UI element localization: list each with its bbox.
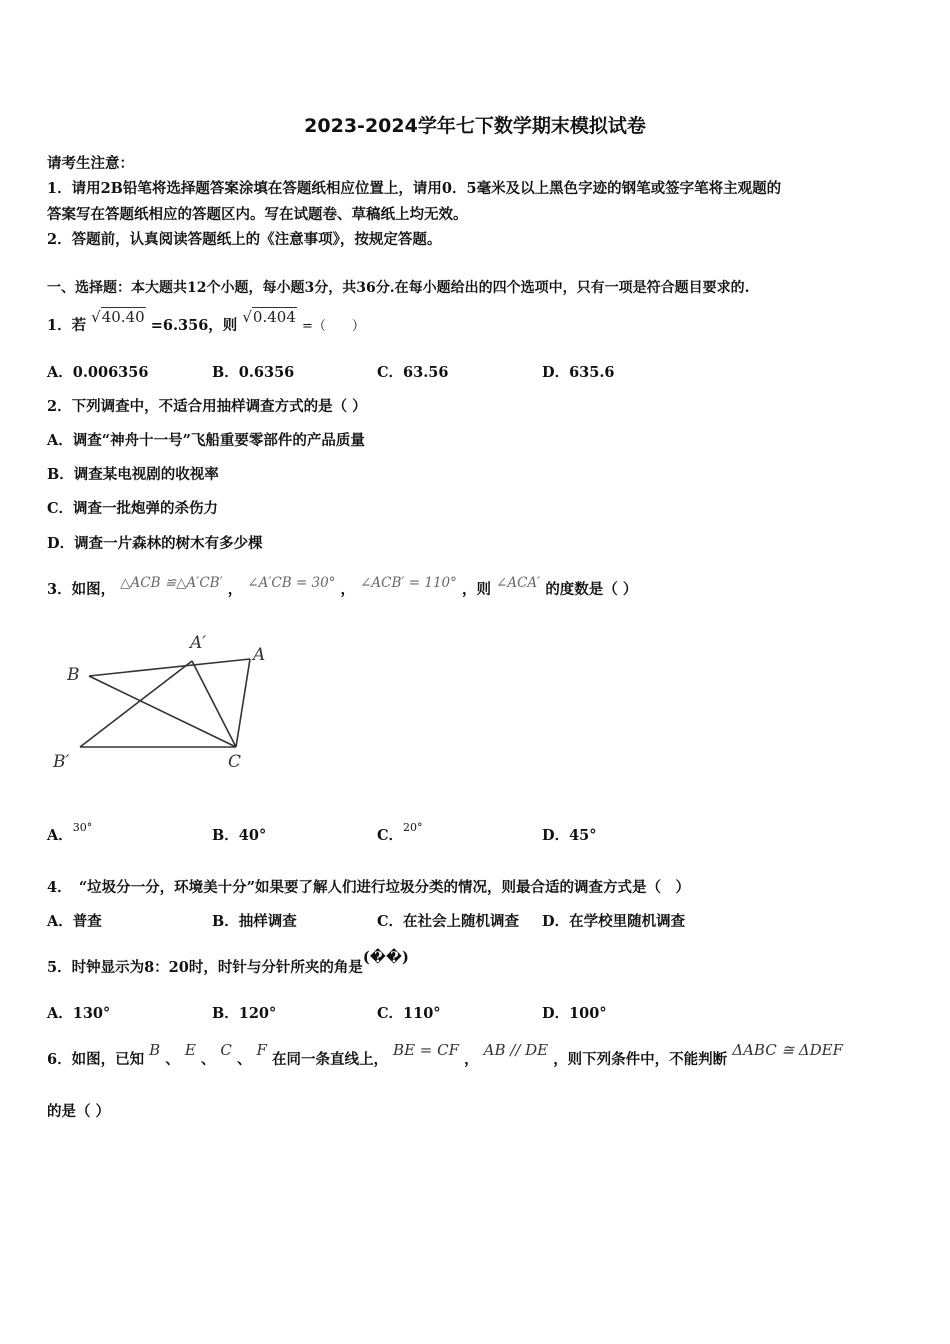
q3-sep-2: ， [340,581,356,598]
q5-paren: (��) [362,949,409,966]
q1-sqrt-2: √0.404 [242,308,296,326]
q6-prefix: 6．如图，已知 [47,1051,145,1068]
q1-mid: =6.356，则 [150,317,238,334]
q1-radicand-2: 0.404 [252,308,296,326]
q5-stem: 5．时钟显示为8：20时，时针与分针所夹的角是 [47,959,363,976]
page-title: 2023-2024学年七下数学期末模拟试卷 [304,115,646,137]
notice-line-2: 答案写在答题纸相应的答题区内。写在试题卷、草稿纸上均无效。 [47,206,468,223]
label-A: A [253,645,266,665]
q3-option-a-letter: A． [47,827,73,844]
segment-ApBp [80,661,192,747]
q3-option-a [47,821,93,845]
segment-BC [89,676,236,747]
q3-suffix: 的度数是（ ） [545,581,638,598]
q5-option-d: D．100° [542,1005,607,1022]
label-B: B [67,665,80,685]
q1-option-b: B．0.6356 [212,364,295,381]
q6-cond-1: BE = CF [393,1041,460,1059]
q6-comma-1: ， [464,1051,479,1068]
q4-option-c: C．在社会上随机调查 [377,913,520,930]
q6-point-e: E [184,1041,196,1059]
label-B-prime: B′ [53,752,70,772]
q6-sep-3: 、 [236,1051,252,1068]
q2-option-d: D．调查一片森林的树木有多少棵 [47,535,263,552]
q6-sep-2: 、 [200,1051,216,1068]
notice-heading: 请考生注意： [47,155,134,172]
q6-point-b: B [149,1041,161,1059]
q3-triangle-figure [45,620,285,780]
q3-prefix: 3．如图， [47,581,116,598]
q3-option-d [542,824,597,845]
q6-cond-2: AB // DE [483,1041,549,1059]
q2-option-a: A．调查“神舟十一号”飞船重要零部件的产品质量 [47,432,365,449]
section-heading: 一、选择题：本大题共12个小题，每小题3分，共36分.在每小题给出的四个选项中，只有一项是符合题目要求的. [47,280,750,296]
question-6 [47,1041,844,1069]
q5-option-a: A．130° [47,1005,111,1022]
q1-radicand-1: 40.40 [101,308,145,326]
label-C: C [228,752,242,772]
q3-option-b-value: 40° [238,827,267,844]
q3-option-d-value: 45° [569,827,597,844]
q6-mid-2: ，则下列条件中，不能判断 [553,1051,728,1068]
question-4: 4． “垃圾分一分，环境美十分”如果要了解人们进行垃圾分类的情况，则最合适的调查方式是（ ） [47,879,691,896]
notice-line-3: 2．答题前，认真阅读答题纸上的《注意事项》，按规定答题。 [47,231,442,248]
q6-sep-1: 、 [165,1051,180,1068]
q4-option-d: D．在学校里随机调查 [542,913,686,930]
q3-cond-2: ∠A′CB = 30° [247,575,336,591]
q4-option-b: B．抽样调查 [212,913,297,930]
q2-option-c: C．调查一批炮弹的杀伤力 [47,500,219,517]
question-2: 2．下列调查中，不适合用抽样调查方式的是（ ） [47,398,367,415]
q3-option-c-letter: C． [377,827,404,844]
q3-mid: ，则 [461,581,491,598]
q3-cond-4: ∠ACA′ [496,575,541,591]
q3-option-d-letter: D． [542,827,570,844]
q3-option-c-value: 20° [403,821,423,834]
q5-option-b: B．120° [212,1005,277,1022]
notice-line-1: 1．请用2B铅笔将选择题答案涂填在答题纸相应位置上，请用0．5毫米及以上黑色字迹的钢笔或签字笔将主观题的 [47,180,782,197]
q4-option-a: A．普查 [47,913,102,930]
q3-cond-1: △ACB ≌△A′CB′ [120,575,223,591]
q6-point-f: F [256,1041,267,1059]
q1-option-c: C．63.56 [377,364,449,381]
q3-sep-1: ， [227,581,243,598]
segment-AC [236,659,250,747]
q6-cond-3: ΔABC ≅ ΔDEF [732,1041,844,1059]
question-5 [47,949,409,977]
q6-mid-1: 在同一条直线上， [271,1051,388,1068]
q3-option-c [377,821,423,845]
q1-prefix: 1．若 [47,317,87,334]
q1-sqrt-1: √40.40 [91,308,145,326]
question-3 [47,575,638,599]
q3-cond-3: ∠ACB′ = 110° [360,575,457,591]
q6-point-c: C [220,1041,232,1059]
q3-option-a-value: 30° [72,821,93,834]
q1-suffix: =（ ） [301,319,365,334]
q3-option-b-letter: B． [212,827,239,844]
q2-option-b: B．调查某电视剧的收视率 [47,466,219,483]
segment-ApC [192,661,236,747]
q6-line-2: 的是（ ） [47,1103,111,1120]
q5-option-c: C．110° [377,1005,441,1022]
segment-BA [89,659,250,676]
question-1 [47,308,365,335]
q1-option-d: D．635.6 [542,364,615,381]
q1-option-a: A．0.006356 [47,364,149,381]
q3-option-b [212,824,266,845]
label-A-prime: A′ [190,633,207,653]
